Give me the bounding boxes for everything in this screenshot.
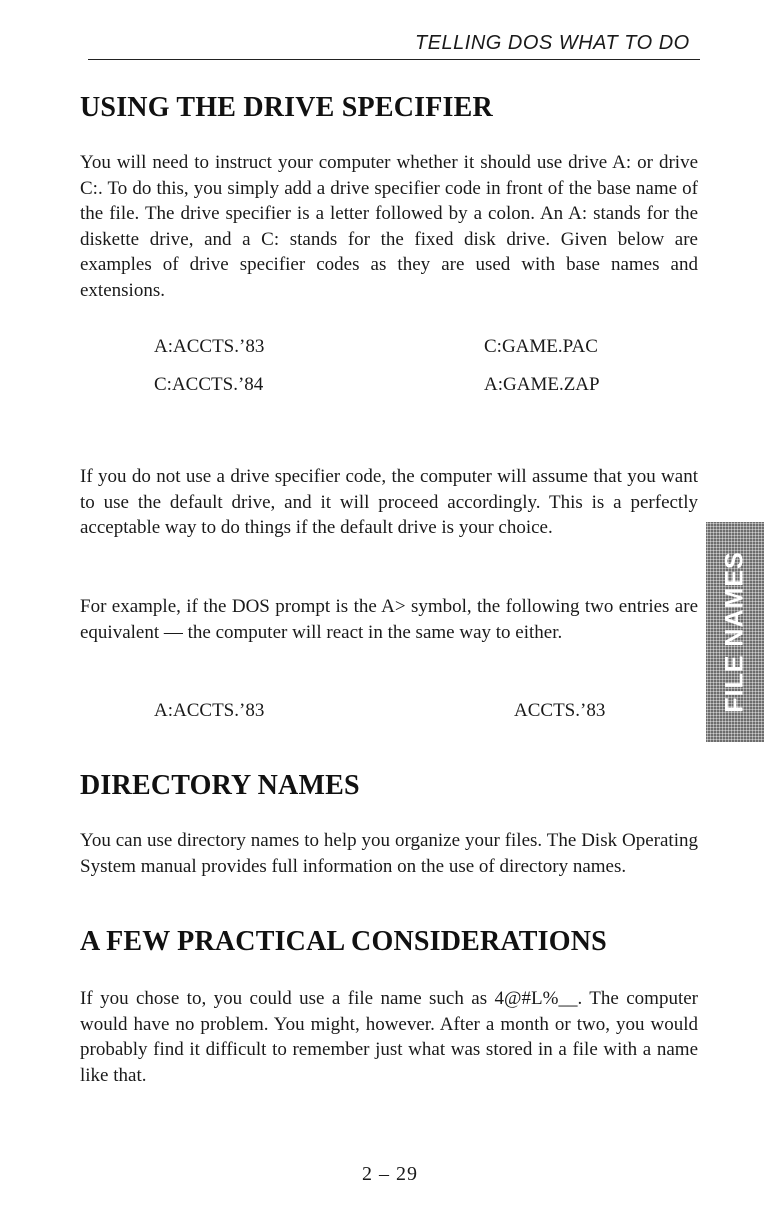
paragraph-drive-specifier-intro: You will need to instruct your computer whether it should use drive A: or drive C:. To do this, you simply add a drive specifier code in front of the base name of the file. The drive specifier is a letter followed by a colon. An A: stands for the diskette drive, and a C: stands for the fixed disk drive. Given below are examples of drive specifier codes as they are used with base names and extensions. — [80, 152, 698, 301]
example-code: C:ACCTS.’84 — [154, 374, 264, 395]
chapter-tab-label: FILE NAMES — [720, 551, 749, 713]
section-heading-practical-considerations: A FEW PRACTICAL CONSIDERATIONS — [80, 926, 607, 957]
example-code: A:ACCTS.’83 — [154, 336, 265, 357]
example-code: C:GAME.PAC — [484, 336, 598, 357]
example-code: A:ACCTS.’83 — [154, 700, 265, 721]
section-heading-directory-names: DIRECTORY NAMES — [80, 770, 360, 801]
page-number: 2 – 29 — [362, 1163, 418, 1185]
header-rule — [88, 59, 700, 60]
chapter-thumb-tab — [706, 522, 764, 742]
running-head: TELLING DOS WHAT TO DO — [415, 32, 690, 54]
example-code: A:GAME.ZAP — [484, 374, 600, 395]
paragraph-directory-names: You can use directory names to help you organize your files. The Disk Operating System manual provides full information on the use of directory names. — [80, 830, 698, 877]
section-heading-drive-specifier: USING THE DRIVE SPECIFIER — [80, 92, 493, 123]
paragraph-default-drive: If you do not use a drive specifier code, the computer will assume that you want to use the default drive, and it will proceed accordingly. This is a perfectly acceptable way to do things if the default drive is your choice. — [80, 466, 698, 538]
paragraph-equivalent-entries: For example, if the DOS prompt is the A> symbol, the following two entries are equivalent — the computer will react in the same way to either. — [80, 596, 698, 643]
paragraph-practical-considerations: If you chose to, you could use a file name such as 4@#L%__. The computer would have no problem. You might, however. After a month or two, you would probably find it difficult to remember just what was stored in a file with a name like that. — [80, 988, 698, 1086]
example-code: ACCTS.’83 — [514, 700, 606, 721]
